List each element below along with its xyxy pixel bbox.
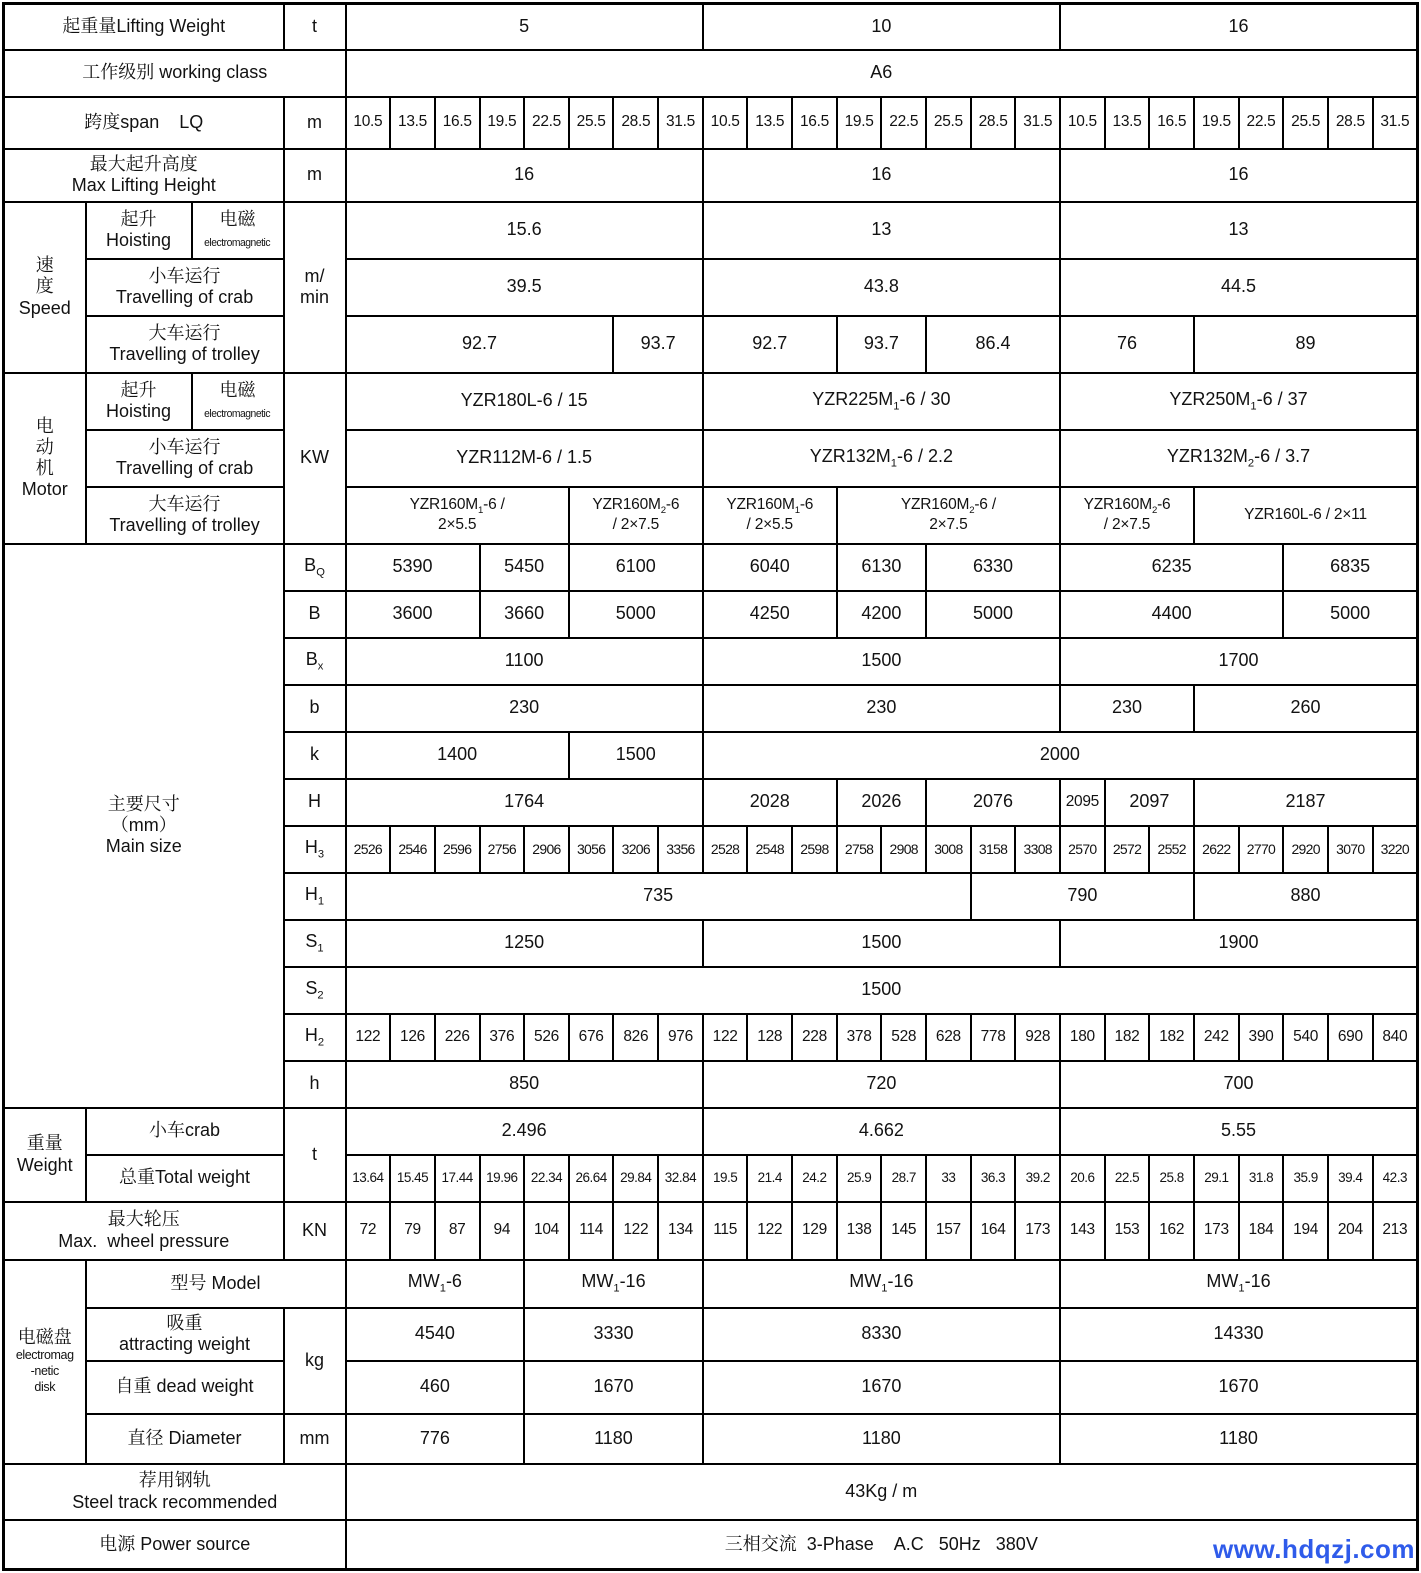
row-weight-total-cell-9: 19.5: [703, 1155, 748, 1202]
lifting-weight-label: 起重量Lifting Weight: [4, 4, 284, 50]
row-span-cell-16: 28.5: [971, 97, 1016, 149]
row-size-b-upper-cell-7: 4400: [1060, 591, 1283, 638]
max-height-unit: m: [284, 149, 346, 202]
row-disk-dead-weight-cell-3: 1670: [703, 1361, 1060, 1414]
row-size-b-upper-cell-2: 3660: [480, 591, 569, 638]
row-size-h3-cell-7: 3206: [613, 826, 658, 873]
row-size-s2-cell-1: 1500: [346, 967, 1418, 1014]
size-bx-label: $B_x$: [284, 638, 346, 685]
row-weight-total-cell-15: 36.3: [971, 1155, 1016, 1202]
row-wheel-pressure-cell-23: 194: [1283, 1202, 1328, 1260]
row-wheel-pressure-cell-22: 184: [1239, 1202, 1284, 1260]
row-lifting-weight: [4, 4, 1418, 50]
power-source-label: 电源 Power source: [4, 1520, 346, 1570]
motor-group-label: 电 动 机 Motor: [4, 373, 86, 544]
disk-dead-weight-label: 自重 dead weight: [86, 1361, 284, 1414]
row-weight-crab-cell-5: 5.55: [1060, 1108, 1417, 1155]
row-size-h2-cell-8: 976: [658, 1014, 703, 1061]
row-weight-total-cell-8: 32.84: [658, 1155, 703, 1202]
row-speed-trolley-cell-7: 89: [1194, 316, 1418, 373]
row-wheel-pressure-cell-6: 104: [524, 1202, 569, 1260]
row-weight-crab-cell-3: 2.496: [346, 1108, 703, 1155]
weight-crab-label: 小车crab: [86, 1108, 284, 1155]
row-size-h3-cell-8: 3356: [658, 826, 703, 873]
row-span-cell-6: 22.5: [524, 97, 569, 149]
row-size-b-lower-cell-3: 230: [1060, 685, 1194, 732]
row-speed-crab-cell-1: 39.5: [346, 259, 703, 316]
row-size-h2-cell-10: 128: [747, 1014, 792, 1061]
row-speed-trolley-cell-6: 76: [1060, 316, 1194, 373]
row-weight-crab: [4, 1108, 1418, 1155]
row-size-k-cell-3: 2000: [703, 732, 1418, 779]
row-wheel-pressure-cell-4: 87: [435, 1202, 480, 1260]
wheel-pressure-unit: KN: [284, 1202, 346, 1260]
row-size-h-cap-cell-7: 2187: [1194, 779, 1418, 826]
row-wheel-pressure-cell-14: 145: [881, 1202, 926, 1260]
row-disk-model-cell-5: $MW_1-16$: [1060, 1260, 1417, 1308]
row-disk-diameter-cell-3: 1180: [524, 1414, 703, 1464]
main-size-label: 主要尺寸 （mm） Main size: [4, 544, 284, 1108]
row-size-bx-cell-2: 1500: [703, 638, 1060, 685]
disk-group-label: 电磁盘 electromag -netic disk: [4, 1260, 86, 1464]
row-size-h2-cell-1: 122: [346, 1014, 391, 1061]
row-motor-hoisting-cell-5: $YZR225M_1-6 / 30$: [703, 373, 1060, 430]
row-weight-total-cell-12: 25.9: [837, 1155, 882, 1202]
row-weight-total-cell-21: 31.8: [1239, 1155, 1284, 1202]
row-working-class: [4, 50, 1418, 97]
row-wheel-pressure-cell-7: 114: [569, 1202, 614, 1260]
row-size-h3-cell-16: 3308: [1015, 826, 1060, 873]
row-weight-total-cell-6: 26.64: [569, 1155, 614, 1202]
row-span-cell-17: 31.5: [1015, 97, 1060, 149]
row-size-h3-cell-20: 2622: [1194, 826, 1239, 873]
row-disk-attracting-cell-4: 8330: [703, 1308, 1060, 1361]
row-span-cell-7: 25.5: [569, 97, 614, 149]
row-weight-total-cell-18: 22.5: [1105, 1155, 1150, 1202]
disk-mm-unit: mm: [284, 1414, 346, 1464]
row-motor-crab-cell-3: $YZR132M_2-6 / 3.7$: [1060, 430, 1417, 487]
row-speed-crab: [4, 259, 1418, 316]
row-disk-attracting: [4, 1308, 1418, 1361]
row-span-cell-22: 22.5: [1239, 97, 1284, 149]
row-wheel-pressure-cell-21: 173: [1194, 1202, 1239, 1260]
speed-group-label: 速 度 Speed: [4, 202, 86, 373]
row-span-cell-20: 16.5: [1149, 97, 1194, 149]
spec-table: [2, 2, 1419, 1571]
row-weight-crab-cell-4: 4.662: [703, 1108, 1060, 1155]
motor-hoisting-label: 起升 Hoisting: [86, 373, 192, 430]
row-wheel-pressure-cell-17: 173: [1015, 1202, 1060, 1260]
row-size-b-upper-cell-6: 5000: [926, 591, 1060, 638]
steel-track-value: 43Kg / m: [346, 1464, 1418, 1520]
row-disk-diameter-cell-4: 1180: [703, 1414, 1060, 1464]
row-size-h3-cell-11: 2598: [792, 826, 837, 873]
max-height-label: 最大起升高度 Max Lifting Height: [4, 149, 284, 202]
row-size-h1-cell-2: 790: [971, 873, 1194, 920]
row-disk-dead-weight-cell-2: 1670: [524, 1361, 703, 1414]
row-speed-trolley-cell-3: 92.7: [703, 316, 837, 373]
row-motor-trolley-cell-5: $YZR160M_2-6$ / 2×7.5: [1060, 487, 1194, 544]
row-size-bx-cell-1: 1100: [346, 638, 703, 685]
row-size-h-small-cell-2: 720: [703, 1061, 1060, 1108]
row-disk-model-cell-3: $MW_1-16$: [524, 1260, 703, 1308]
row-size-h2-cell-20: 242: [1194, 1014, 1239, 1061]
row-weight-total-cell-13: 28.7: [881, 1155, 926, 1202]
watermark: www.hdqzj.com: [1213, 1534, 1415, 1564]
row-weight-total-cell-14: 33: [926, 1155, 971, 1202]
row-size-h2-cell-6: 676: [569, 1014, 614, 1061]
row-size-b-upper-cell-3: 5000: [569, 591, 703, 638]
row-size-h3-cell-2: 2546: [390, 826, 435, 873]
weight-unit: t: [284, 1108, 346, 1202]
row-size-bq-cell-9: 6835: [1283, 544, 1417, 591]
row-disk-diameter-cell-2: 776: [346, 1414, 525, 1464]
row-size-h-cap-cell-6: 2097: [1105, 779, 1194, 826]
span-label: 跨度span LQ: [4, 97, 284, 149]
row-size-b-upper-cell-1: 3600: [346, 591, 480, 638]
row-span-cell-9: 31.5: [658, 97, 703, 149]
row-size-bq-cell-3: 5450: [480, 544, 569, 591]
row-weight-total-cell-22: 35.9: [1283, 1155, 1328, 1202]
row-size-h3-cell-10: 2548: [747, 826, 792, 873]
size-b-label: B: [284, 591, 346, 638]
speed-hoisting-label: 起升 Hoisting: [86, 202, 192, 259]
spec-table-body: [4, 4, 1418, 1570]
row-size-h3-cell-9: 2528: [703, 826, 748, 873]
speed-unit: m/ min: [284, 202, 346, 373]
row-size-bq-cell-6: 6130: [837, 544, 926, 591]
row-wheel-pressure-cell-13: 138: [837, 1202, 882, 1260]
row-span-cell-2: 10.5: [346, 97, 391, 149]
row-disk-model: [4, 1260, 1418, 1308]
lifting-weight-16t: 16: [1060, 4, 1417, 50]
row-size-b-lower-cell-1: 230: [346, 685, 703, 732]
row-wheel-pressure-cell-11: 122: [747, 1202, 792, 1260]
size-h-small-label: h: [284, 1061, 346, 1108]
row-size-b-upper-cell-8: 5000: [1283, 591, 1417, 638]
row-motor-trolley: [4, 487, 1418, 544]
span-unit: m: [284, 97, 346, 149]
row-size-b-upper-cell-5: 4200: [837, 591, 926, 638]
row-size-h2-cell-16: 928: [1015, 1014, 1060, 1061]
working-class-label: 工作级别 working class: [4, 50, 346, 97]
row-motor-crab-cell-2: $YZR132M_1-6 / 2.2$: [703, 430, 1060, 487]
row-wheel-pressure-cell-10: 115: [703, 1202, 748, 1260]
row-size-bq-cell-5: 6040: [703, 544, 837, 591]
row-weight-total: [4, 1155, 1418, 1202]
row-size-bq-cell-8: 6235: [1060, 544, 1283, 591]
lifting-weight-unit: t: [284, 4, 346, 50]
row-size-h3-cell-19: 2552: [1149, 826, 1194, 873]
row-size-h-cap-cell-3: 2026: [837, 779, 926, 826]
row-size-h2-cell-23: 690: [1328, 1014, 1373, 1061]
size-h2-label: $H_2$: [284, 1014, 346, 1061]
row-motor-crab-cell-1: YZR112M-6 / 1.5: [346, 430, 703, 487]
row-weight-total-cell-20: 29.1: [1194, 1155, 1239, 1202]
row-motor-hoisting-cell-6: $YZR250M_1-6 / 37$: [1060, 373, 1417, 430]
row-disk-dead-weight-cell-1: 460: [346, 1361, 525, 1414]
row-size-h2-cell-15: 778: [971, 1014, 1016, 1061]
row-size-h2-cell-22: 540: [1283, 1014, 1328, 1061]
row-speed-trolley-cell-5: 86.4: [926, 316, 1060, 373]
row-wheel-pressure-cell-24: 204: [1328, 1202, 1373, 1260]
row-span-cell-21: 19.5: [1194, 97, 1239, 149]
motor-trolley-label: 大车运行 Travelling of trolley: [86, 487, 284, 544]
size-h3-label: $H_3$: [284, 826, 346, 873]
row-size-h3-cell-12: 2758: [837, 826, 882, 873]
row-size-s1-cell-2: 1500: [703, 920, 1060, 967]
row-size-h2-cell-18: 182: [1105, 1014, 1150, 1061]
size-s2-label: $S_2$: [284, 967, 346, 1014]
row-speed-hoisting-cell-5: 13: [703, 202, 1060, 259]
row-span-cell-18: 10.5: [1060, 97, 1105, 149]
row-size-h2-cell-17: 180: [1060, 1014, 1105, 1061]
row-speed-crab-cell-2: 43.8: [703, 259, 1060, 316]
wheel-pressure-label: 最大轮压 Max. wheel pressure: [4, 1202, 284, 1260]
row-span-cell-4: 16.5: [435, 97, 480, 149]
row-motor-hoisting-cell-4: YZR180L-6 / 15: [346, 373, 703, 430]
row-span-cell-12: 16.5: [792, 97, 837, 149]
row-wheel-pressure-cell-5: 94: [480, 1202, 525, 1260]
row-wheel-pressure-cell-9: 134: [658, 1202, 703, 1260]
speed-crab-label: 小车运行 Travelling of crab: [86, 259, 284, 316]
row-disk-attracting-cell-5: 14330: [1060, 1308, 1417, 1361]
row-span-cell-3: 13.5: [390, 97, 435, 149]
row-max-lifting-height-cell-4: 16: [1060, 149, 1417, 202]
row-size-h3-cell-24: 3220: [1373, 826, 1418, 873]
row-size-h3-cell-18: 2572: [1105, 826, 1150, 873]
speed-electromagnetic-label: 电磁 electromagnetic: [192, 202, 284, 259]
row-wheel-pressure-cell-16: 164: [971, 1202, 1016, 1260]
row-speed-hoisting: [4, 202, 1418, 259]
row-span-cell-15: 25.5: [926, 97, 971, 149]
size-k-label: k: [284, 732, 346, 779]
row-size-bq-cell-7: 6330: [926, 544, 1060, 591]
working-class-value: A6: [346, 50, 1418, 97]
row-size-s1-cell-1: 1250: [346, 920, 703, 967]
row-weight-total-cell-2: 15.45: [390, 1155, 435, 1202]
row-size-h3-cell-3: 2596: [435, 826, 480, 873]
disk-attracting-label: 吸重 attracting weight: [86, 1308, 284, 1361]
row-wheel-pressure: [4, 1202, 1418, 1260]
row-size-h2-cell-14: 628: [926, 1014, 971, 1061]
steel-track-label: 荐用钢轨 Steel track recommended: [4, 1464, 346, 1520]
speed-trolley-label: 大车运行 Travelling of trolley: [86, 316, 284, 373]
row-size-h2-cell-3: 226: [435, 1014, 480, 1061]
row-size-h2-cell-19: 182: [1149, 1014, 1194, 1061]
lifting-weight-10t: 10: [703, 4, 1060, 50]
row-span-cell-10: 10.5: [703, 97, 748, 149]
row-size-h3-cell-15: 3158: [971, 826, 1016, 873]
row-size-k-cell-2: 1500: [569, 732, 703, 779]
row-size-h2-cell-7: 826: [613, 1014, 658, 1061]
power-source-value: 三相交流 3-Phase A.C 50Hz 380V: [346, 1520, 1418, 1570]
row-span-cell-8: 28.5: [613, 97, 658, 149]
row-max-lifting-height-cell-2: 16: [346, 149, 703, 202]
row-size-h2-cell-12: 378: [837, 1014, 882, 1061]
row-size-h3-cell-13: 2908: [881, 826, 926, 873]
row-motor-trolley-cell-1: $YZR160M_1-6$ / 2×5.5: [346, 487, 569, 544]
row-span-cell-24: 28.5: [1328, 97, 1373, 149]
row-span-cell-25: 31.5: [1373, 97, 1418, 149]
row-size-h-small-cell-3: 700: [1060, 1061, 1417, 1108]
row-size-h2-cell-11: 228: [792, 1014, 837, 1061]
row-disk-dead-weight: [4, 1361, 1418, 1414]
row-span-cell-19: 13.5: [1105, 97, 1150, 149]
lifting-weight-5t: 5: [346, 4, 703, 50]
row-weight-total-cell-16: 39.2: [1015, 1155, 1060, 1202]
disk-model-label: 型号 Model: [86, 1260, 346, 1308]
row-size-h1-cell-1: 735: [346, 873, 971, 920]
disk-kg-unit: kg: [284, 1308, 346, 1414]
row-wheel-pressure-cell-2: 72: [346, 1202, 391, 1260]
row-size-h2-cell-13: 528: [881, 1014, 926, 1061]
row-size-s1-cell-3: 1900: [1060, 920, 1417, 967]
row-weight-total-cell-11: 24.2: [792, 1155, 837, 1202]
row-motor-hoisting: [4, 373, 1418, 430]
row-size-h-cap-cell-5: 2095: [1060, 779, 1105, 826]
row-power-source: [4, 1520, 1418, 1570]
row-weight-total-cell-3: 17.44: [435, 1155, 480, 1202]
row-motor-trolley-cell-2: $YZR160M_2-6$ / 2×7.5: [569, 487, 703, 544]
row-size-h2-cell-9: 122: [703, 1014, 748, 1061]
row-size-h2-cell-5: 526: [524, 1014, 569, 1061]
row-size-h-cap-cell-1: 1764: [346, 779, 703, 826]
row-size-h3-cell-17: 2570: [1060, 826, 1105, 873]
row-span-cell-5: 19.5: [480, 97, 525, 149]
row-span-cell-14: 22.5: [881, 97, 926, 149]
row-size-h2-cell-2: 126: [390, 1014, 435, 1061]
row-size-k-cell-1: 1400: [346, 732, 569, 779]
row-wheel-pressure-cell-20: 162: [1149, 1202, 1194, 1260]
row-weight-total-cell-5: 22.34: [524, 1155, 569, 1202]
row-size-h3-cell-4: 2756: [480, 826, 525, 873]
row-size-b-lower-cell-4: 260: [1194, 685, 1418, 732]
row-disk-model-cell-2: $MW_1-6$: [346, 1260, 525, 1308]
row-size-h3-cell-23: 3070: [1328, 826, 1373, 873]
row-size-h2-cell-4: 376: [480, 1014, 525, 1061]
row-size-b-lower-cell-2: 230: [703, 685, 1060, 732]
motor-electromagnetic-label: 电磁 electromagnetic: [192, 373, 284, 430]
row-size-bx-cell-3: 1700: [1060, 638, 1417, 685]
row-speed-trolley-cell-2: 93.7: [613, 316, 702, 373]
row-size-h3-cell-6: 3056: [569, 826, 614, 873]
row-motor-crab: [4, 430, 1418, 487]
row-weight-total-cell-24: 42.3: [1373, 1155, 1418, 1202]
row-size-bq-cell-2: 5390: [346, 544, 480, 591]
row-steel-track: [4, 1464, 1418, 1520]
size-bq-label: $B_Q$: [284, 544, 346, 591]
row-size-h-small-cell-1: 850: [346, 1061, 703, 1108]
row-size-h2-cell-24: 840: [1373, 1014, 1418, 1061]
row-motor-trolley-cell-6: YZR160L-6 / 2×11: [1194, 487, 1418, 544]
row-disk-diameter: [4, 1414, 1418, 1464]
size-h1-label: $H_1$: [284, 873, 346, 920]
row-weight-total-cell-10: 21.4: [747, 1155, 792, 1202]
row-size-h1-cell-3: 880: [1194, 873, 1418, 920]
row-max-lifting-height: [4, 149, 1418, 202]
row-size-h2-cell-21: 390: [1239, 1014, 1284, 1061]
row-size-h-cap-cell-4: 2076: [926, 779, 1060, 826]
row-span-cell-13: 19.5: [837, 97, 882, 149]
row-weight-total-cell-17: 20.6: [1060, 1155, 1105, 1202]
row-speed-trolley-cell-4: 93.7: [837, 316, 926, 373]
row-span-cell-23: 25.5: [1283, 97, 1328, 149]
row-size-h3-cell-1: 2526: [346, 826, 391, 873]
size-s1-label: $S_1$: [284, 920, 346, 967]
row-disk-attracting-cell-2: 4540: [346, 1308, 525, 1361]
row-weight-total-cell-19: 25.8: [1149, 1155, 1194, 1202]
size-b-lower-label: b: [284, 685, 346, 732]
row-span: [4, 97, 1418, 149]
row-wheel-pressure-cell-15: 157: [926, 1202, 971, 1260]
row-size-bq-cell-4: 6100: [569, 544, 703, 591]
row-motor-trolley-cell-4: $YZR160M_2-6$ / 2×7.5: [837, 487, 1060, 544]
row-size-b-upper-cell-4: 4250: [703, 591, 837, 638]
row-disk-dead-weight-cell-4: 1670: [1060, 1361, 1417, 1414]
row-max-lifting-height-cell-3: 16: [703, 149, 1060, 202]
motor-unit: KW: [284, 373, 346, 544]
row-disk-attracting-cell-3: 3330: [524, 1308, 703, 1361]
row-wheel-pressure-cell-3: 79: [390, 1202, 435, 1260]
row-weight-total-cell-4: 19.96: [480, 1155, 525, 1202]
row-wheel-pressure-cell-25: 213: [1373, 1202, 1418, 1260]
row-size-h3-cell-14: 3008: [926, 826, 971, 873]
size-h-label: H: [284, 779, 346, 826]
row-size-h-cap-cell-2: 2028: [703, 779, 837, 826]
row-wheel-pressure-cell-19: 153: [1105, 1202, 1150, 1260]
row-speed-trolley: [4, 316, 1418, 373]
motor-crab-label: 小车运行 Travelling of crab: [86, 430, 284, 487]
row-wheel-pressure-cell-18: 143: [1060, 1202, 1105, 1260]
row-span-cell-11: 13.5: [747, 97, 792, 149]
row-size-h3-cell-21: 2770: [1239, 826, 1284, 873]
row-disk-diameter-cell-5: 1180: [1060, 1414, 1417, 1464]
row-size-h3-cell-5: 2906: [524, 826, 569, 873]
disk-diameter-label: 直径 Diameter: [86, 1414, 284, 1464]
row-motor-trolley-cell-3: $YZR160M_1-6$ / 2×5.5: [703, 487, 837, 544]
row-weight-total-cell-1: 13.64: [346, 1155, 391, 1202]
row-speed-hoisting-cell-4: 15.6: [346, 202, 703, 259]
row-weight-total-cell-23: 39.4: [1328, 1155, 1373, 1202]
row-speed-trolley-cell-1: 92.7: [346, 316, 614, 373]
row-disk-model-cell-4: $MW_1-16$: [703, 1260, 1060, 1308]
weight-group-label: 重量 Weight: [4, 1108, 86, 1202]
row-size-h3-cell-22: 2920: [1283, 826, 1328, 873]
row-wheel-pressure-cell-12: 129: [792, 1202, 837, 1260]
row-speed-hoisting-cell-6: 13: [1060, 202, 1417, 259]
row-speed-crab-cell-3: 44.5: [1060, 259, 1417, 316]
row-size-bq: [4, 544, 1418, 591]
row-wheel-pressure-cell-8: 122: [613, 1202, 658, 1260]
row-weight-total-cell-7: 29.84: [613, 1155, 658, 1202]
weight-total-label: 总重Total weight: [86, 1155, 284, 1202]
